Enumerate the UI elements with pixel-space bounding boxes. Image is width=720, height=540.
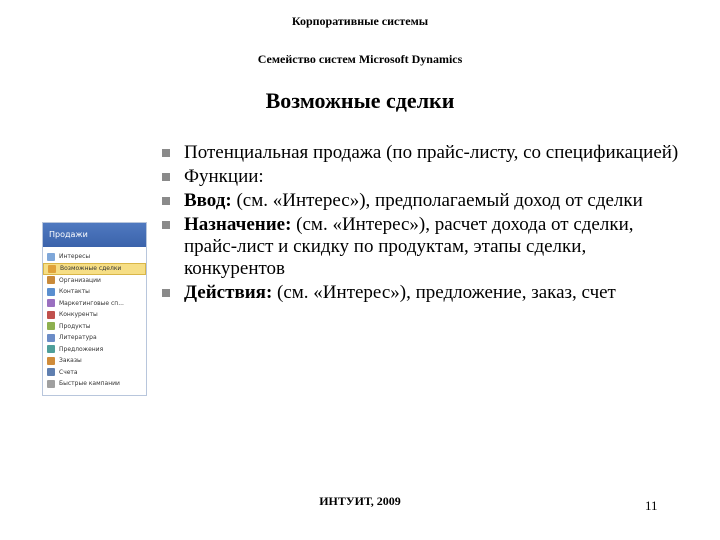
- bullet-text: (см. «Интерес»), предложение, заказ, счет: [272, 282, 616, 303]
- nav-item[interactable]: [43, 321, 146, 333]
- bullet-lead: Ввод:: [184, 190, 232, 211]
- nav-item-label: Предложения: [59, 345, 104, 353]
- nav-item-label: Контакты: [59, 288, 90, 295]
- nav-item-label: Быстрые кампании: [59, 380, 120, 387]
- nav-item-label: Возможные сделки: [60, 264, 122, 272]
- bullet-text: Потенциальная продажа (по прайс-листу, со спецификацией): [184, 142, 679, 163]
- nav-item-label: Заказы: [59, 357, 82, 364]
- square-bullet-icon: [162, 197, 170, 205]
- nav-item[interactable]: [43, 263, 146, 275]
- nav-item-label: Маркетинговые сп...: [59, 299, 124, 307]
- nav-item-label: Продукты: [59, 322, 91, 330]
- nav-item-label: Литература: [59, 334, 97, 341]
- bullet-item: [160, 214, 680, 280]
- bullet-item: [160, 166, 680, 188]
- nav-item-icon: [47, 299, 55, 307]
- square-bullet-icon: [162, 173, 170, 181]
- header-course-title: Корпоративные системы: [291, 14, 429, 28]
- nav-item-label: Организации: [59, 276, 101, 284]
- nav-item[interactable]: [43, 298, 146, 310]
- nav-item-icon: [47, 288, 55, 296]
- nav-item[interactable]: [43, 378, 146, 390]
- square-bullet-icon: [162, 221, 170, 229]
- nav-item-label: Счета: [59, 368, 78, 376]
- nav-item-label: Конкуренты: [59, 311, 98, 318]
- square-bullet-icon: [162, 289, 170, 297]
- page-number: 11: [645, 498, 658, 513]
- nav-item-icon: [47, 276, 55, 284]
- nav-item[interactable]: [43, 251, 146, 263]
- footer-organization: ИНТУИТ, 2009: [319, 494, 401, 508]
- nav-item-icon: [47, 345, 55, 353]
- nav-item-icon: [47, 322, 55, 330]
- bullet-text: (см. «Интерес»), предполагаемый доход от сделки: [231, 190, 643, 211]
- nav-item-label: Интересы: [59, 253, 91, 260]
- nav-item[interactable]: [43, 344, 146, 356]
- nav-item-icon: [47, 253, 55, 261]
- bullet-lead: Назначение:: [184, 214, 292, 235]
- nav-item-icon: [47, 380, 55, 388]
- nav-item-icon: [48, 265, 56, 273]
- nav-item[interactable]: [43, 355, 146, 367]
- bullet-lead: Действия:: [184, 282, 273, 303]
- nav-item[interactable]: [43, 309, 146, 321]
- slide-title: Возможные сделки: [265, 88, 455, 113]
- nav-item-icon: [47, 357, 55, 365]
- bullet-item: [160, 142, 680, 164]
- bullet-list: [160, 142, 680, 306]
- nav-item[interactable]: [43, 275, 146, 287]
- nav-item-icon: [47, 368, 55, 376]
- nav-list: [43, 247, 146, 390]
- nav-item-icon: [47, 311, 55, 319]
- bullet-item: [160, 282, 680, 304]
- square-bullet-icon: [162, 149, 170, 157]
- nav-header: Продажи: [43, 223, 146, 247]
- nav-item[interactable]: [43, 332, 146, 344]
- nav-item-icon: [47, 334, 55, 342]
- header-subtitle: Семейство систем Microsoft Dynamics: [257, 52, 463, 66]
- sales-nav-panel-screenshot: [42, 222, 147, 396]
- bullet-item: [160, 190, 680, 212]
- bullet-text: (см. «Интерес»), расчет дохода от сделки, прайс-лист и скидку по продуктам, этапы сделки, конкурентов: [184, 214, 634, 279]
- bullet-text: Функции:: [184, 166, 264, 187]
- nav-item[interactable]: [43, 367, 146, 379]
- nav-item[interactable]: [43, 286, 146, 298]
